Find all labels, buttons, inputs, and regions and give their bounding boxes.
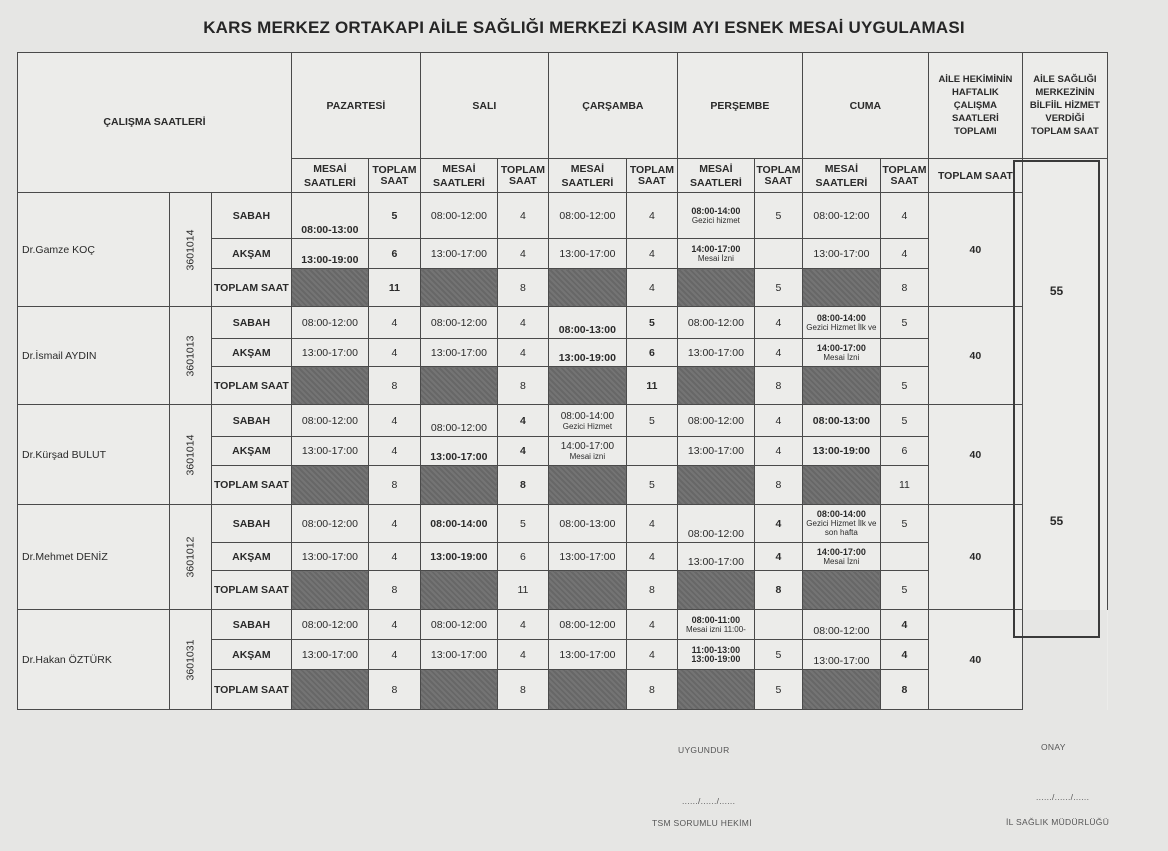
hours-cell: 08:00-12:00 bbox=[677, 307, 754, 339]
hours-cell: 13:00-17:00 bbox=[291, 640, 368, 670]
hours-cell: 13:00-19:00 bbox=[802, 437, 880, 466]
day-header-wed: ÇARŞAMBA bbox=[548, 53, 677, 159]
hours-cell: 13:00-17:00 bbox=[802, 640, 880, 670]
shift-label-morning: SABAH bbox=[211, 193, 291, 239]
doctor-code: 3601013 bbox=[170, 307, 212, 405]
doctor-name: Dr.Gamze KOÇ bbox=[18, 193, 170, 307]
weekly-total: 40 bbox=[928, 405, 1022, 505]
total-cell bbox=[880, 339, 928, 367]
shaded-cell bbox=[802, 466, 880, 505]
day-total: 5 bbox=[880, 367, 928, 405]
doctor-name: Dr.İsmail AYDIN bbox=[18, 307, 170, 405]
total-cell: 6 bbox=[626, 339, 677, 367]
corner-header: ÇALIŞMA SAATLERİ bbox=[18, 53, 292, 193]
weekly-header: AİLE HEKİMİNİN HAFTALIK ÇALIŞMA SAATLERİ TOPLAMI bbox=[928, 53, 1022, 159]
total-cell: 5 bbox=[368, 193, 420, 239]
hours-cell: 08:00-12:00 bbox=[420, 610, 497, 640]
total-cell: 4 bbox=[880, 640, 928, 670]
day-total: 8 bbox=[497, 367, 548, 405]
day-total: 8 bbox=[368, 466, 420, 505]
total-cell: 4 bbox=[880, 610, 928, 640]
total-cell bbox=[754, 239, 802, 269]
note-text: Mesai izni 11:00- bbox=[685, 624, 746, 634]
hours-cell: 08:00-12:00 bbox=[548, 610, 626, 640]
shaded-cell bbox=[677, 571, 754, 610]
hours-cell: 13:00-17:00 bbox=[677, 437, 754, 466]
hours-cell-note bbox=[802, 339, 880, 367]
day-total: 8 bbox=[754, 466, 802, 505]
approve-left-label: UYGUNDUR bbox=[678, 745, 730, 755]
total-cell: 5 bbox=[880, 307, 928, 339]
hours-text: 08:00-11:00 bbox=[691, 614, 741, 625]
day-total: 8 bbox=[626, 571, 677, 610]
hours-cell: 08:00-13:00 bbox=[291, 193, 368, 239]
subheader-total: TOPLAM SAAT bbox=[368, 159, 420, 193]
total-cell: 4 bbox=[497, 437, 548, 466]
center-total-box bbox=[1013, 160, 1100, 638]
total-cell: 4 bbox=[754, 405, 802, 437]
hours-cell: 13:00-17:00 bbox=[291, 339, 368, 367]
day-total: 8 bbox=[368, 670, 420, 710]
doctor-name: Dr.Hakan ÖZTÜRK bbox=[18, 610, 170, 710]
shaded-cell bbox=[420, 670, 497, 710]
total-cell: 6 bbox=[497, 543, 548, 571]
total-cell: 4 bbox=[368, 307, 420, 339]
shaded-cell bbox=[420, 367, 497, 405]
shaded-cell bbox=[677, 670, 754, 710]
hours-cell: 08:00-13:00 bbox=[548, 307, 626, 339]
day-total: 5 bbox=[754, 670, 802, 710]
shift-label-total: TOPLAM SAAT bbox=[211, 571, 291, 610]
subheader-hours: MESAİ SAATLERİ bbox=[548, 159, 626, 193]
total-cell: 4 bbox=[497, 610, 548, 640]
total-cell: 4 bbox=[754, 505, 802, 543]
shaded-cell bbox=[548, 269, 626, 307]
day-total: 11 bbox=[497, 571, 548, 610]
note-text: Gezici hizmet bbox=[691, 215, 740, 225]
total-cell: 4 bbox=[497, 239, 548, 269]
doctor-code: 3601014 bbox=[170, 405, 212, 505]
total-cell: 4 bbox=[368, 505, 420, 543]
hours-cell: 08:00-12:00 bbox=[420, 405, 497, 437]
shaded-cell bbox=[548, 367, 626, 405]
weekly-total: 40 bbox=[928, 610, 1022, 710]
subheader-total: TOPLAM SAAT bbox=[497, 159, 548, 193]
hours-text: 08:00-14:00 bbox=[691, 205, 741, 216]
day-total: 8 bbox=[497, 269, 548, 307]
day-total: 5 bbox=[626, 466, 677, 505]
shift-label-morning: SABAH bbox=[211, 405, 291, 437]
hours-cell: 13:00-19:00 bbox=[291, 239, 368, 269]
hours-cell-note bbox=[548, 437, 626, 466]
doctor-name: Dr.Mehmet DENİZ bbox=[18, 505, 170, 610]
day-total: 8 bbox=[368, 367, 420, 405]
weekly-total: 40 bbox=[928, 505, 1022, 610]
hours-cell: 08:00-12:00 bbox=[291, 610, 368, 640]
weekly-total: 40 bbox=[928, 193, 1022, 307]
total-cell: 4 bbox=[754, 543, 802, 571]
hours-cell: 13:00-17:00 bbox=[420, 640, 497, 670]
doctor-code: 3601012 bbox=[170, 505, 212, 610]
note-text: Mesai İzni bbox=[823, 352, 860, 362]
total-cell: 4 bbox=[754, 339, 802, 367]
hours-cell: 13:00-19:00 bbox=[420, 543, 497, 571]
subheader-hours: MESAİ SAATLERİ bbox=[420, 159, 497, 193]
hours-cell: 08:00-12:00 bbox=[802, 193, 880, 239]
shift-label-morning: SABAH bbox=[211, 505, 291, 543]
total-cell: 4 bbox=[626, 640, 677, 670]
shaded-cell bbox=[802, 571, 880, 610]
doctor-name: Dr.Kürşad BULUT bbox=[18, 405, 170, 505]
subheader-total: TOPLAM SAAT bbox=[880, 159, 928, 193]
total-cell: 4 bbox=[626, 505, 677, 543]
hours-cell: 13:00-17:00 bbox=[420, 339, 497, 367]
total-cell: 4 bbox=[368, 640, 420, 670]
hours-text: 08:00-14:00 bbox=[816, 312, 866, 323]
note-text: Gezici Hizmet İlk ve son hafta bbox=[806, 519, 877, 537]
note-text: Gezici Hizmet İlk ve bbox=[806, 322, 877, 332]
shift-label-total: TOPLAM SAAT bbox=[211, 269, 291, 307]
shaded-cell bbox=[677, 367, 754, 405]
total-cell: 4 bbox=[497, 640, 548, 670]
day-total: 5 bbox=[880, 571, 928, 610]
approve-right-label: ONAY bbox=[1041, 742, 1066, 752]
day-total: 8 bbox=[754, 571, 802, 610]
day-total: 11 bbox=[626, 367, 677, 405]
hours-text: 14:00-17:00 bbox=[691, 243, 741, 254]
total-cell: 4 bbox=[497, 307, 548, 339]
signature-right-label: İL SAĞLIK MÜDÜRLÜĞÜ bbox=[1006, 817, 1110, 827]
total-cell: 4 bbox=[368, 437, 420, 466]
total-cell: 5 bbox=[880, 405, 928, 437]
hours-cell: 13:00-17:00 bbox=[420, 239, 497, 269]
hours-cell: 08:00-12:00 bbox=[802, 610, 880, 640]
hours-cell-note bbox=[677, 610, 754, 640]
total-cell: 5 bbox=[497, 505, 548, 543]
shift-label-total: TOPLAM SAAT bbox=[211, 670, 291, 710]
total-cell: 4 bbox=[497, 339, 548, 367]
hours-cell: 08:00-12:00 bbox=[420, 193, 497, 239]
hours-cell: 08:00-12:00 bbox=[291, 405, 368, 437]
signature-left-label: TSM SORUMLU HEKİMİ bbox=[652, 818, 752, 828]
hours-cell: 13:00-17:00 bbox=[548, 543, 626, 571]
day-total: 8 bbox=[754, 367, 802, 405]
hours-cell-note bbox=[802, 307, 880, 339]
shaded-cell bbox=[420, 466, 497, 505]
hours-cell-note bbox=[677, 640, 754, 670]
center-header: AİLE SAĞLIĞI MERKEZİNİN BİLFİİL HİZMET VERDİĞİ TOPLAM SAAT bbox=[1022, 53, 1107, 159]
subheader-hours: MESAİ SAATLERİ bbox=[677, 159, 754, 193]
hours-cell-note bbox=[677, 193, 754, 239]
day-total: 8 bbox=[880, 269, 928, 307]
day-total: 8 bbox=[497, 670, 548, 710]
shaded-cell bbox=[677, 466, 754, 505]
hours-cell-note bbox=[802, 505, 880, 543]
total-cell: 4 bbox=[368, 405, 420, 437]
shaded-cell bbox=[291, 571, 368, 610]
hours-cell: 13:00-17:00 bbox=[677, 339, 754, 367]
shift-label-evening: AKŞAM bbox=[211, 239, 291, 269]
day-total: 11 bbox=[880, 466, 928, 505]
note-text: Mesai İzni bbox=[823, 556, 860, 566]
schedule-table bbox=[17, 52, 1108, 710]
shaded-cell bbox=[802, 269, 880, 307]
shaded-cell bbox=[677, 269, 754, 307]
shift-label-evening: AKŞAM bbox=[211, 437, 291, 466]
hours-text: 14:00-17:00 bbox=[816, 546, 866, 557]
hours-cell: 13:00-17:00 bbox=[420, 437, 497, 466]
subheader-hours: MESAİ SAATLERİ bbox=[802, 159, 880, 193]
center-total-value: 55 bbox=[1049, 284, 1064, 298]
hours-cell: 08:00-13:00 bbox=[548, 505, 626, 543]
total-cell: 4 bbox=[368, 610, 420, 640]
shaded-cell bbox=[291, 269, 368, 307]
total-cell: 4 bbox=[626, 193, 677, 239]
doctor-code: 3601031 bbox=[170, 610, 212, 710]
hours-cell: 08:00-12:00 bbox=[677, 505, 754, 543]
document-title: KARS MERKEZ ORTAKAPI AİLE SAĞLIĞI MERKEZİ KASIM AYI ESNEK MESAİ UYGULAMASI bbox=[203, 18, 965, 37]
shift-label-evening: AKŞAM bbox=[211, 543, 291, 571]
shift-label-total: TOPLAM SAAT bbox=[211, 367, 291, 405]
day-header-fri: CUMA bbox=[802, 53, 928, 159]
total-cell: 5 bbox=[754, 640, 802, 670]
shaded-cell bbox=[802, 367, 880, 405]
total-cell: 5 bbox=[880, 505, 928, 543]
total-cell: 4 bbox=[754, 437, 802, 466]
doctor-code: 3601014 bbox=[170, 193, 212, 307]
hours-cell: 08:00-14:00 bbox=[420, 505, 497, 543]
hours-cell: 13:00-17:00 bbox=[677, 543, 754, 571]
shaded-cell bbox=[420, 269, 497, 307]
date-left: ....../....../...... bbox=[682, 796, 736, 806]
total-cell: 4 bbox=[368, 339, 420, 367]
total-cell bbox=[754, 610, 802, 640]
day-header-tue: SALI bbox=[420, 53, 548, 159]
day-total: 8 bbox=[368, 571, 420, 610]
total-cell: 6 bbox=[368, 239, 420, 269]
day-header-mon: PAZARTESİ bbox=[291, 53, 420, 159]
hours-cell: 08:00-12:00 bbox=[677, 405, 754, 437]
total-cell bbox=[880, 543, 928, 571]
total-cell: 4 bbox=[880, 239, 928, 269]
shift-label-evening: AKŞAM bbox=[211, 640, 291, 670]
total-cell: 6 bbox=[880, 437, 928, 466]
total-cell: 4 bbox=[626, 543, 677, 571]
day-total: 8 bbox=[497, 466, 548, 505]
shaded-cell bbox=[291, 367, 368, 405]
day-total: 8 bbox=[880, 670, 928, 710]
hours-cell: 13:00-17:00 bbox=[548, 640, 626, 670]
hours-cell: 13:00-17:00 bbox=[291, 437, 368, 466]
total-cell: 4 bbox=[497, 405, 548, 437]
note-text: Mesai izni bbox=[569, 452, 606, 461]
hours-cell: 08:00-12:00 bbox=[420, 307, 497, 339]
note-text: Mesai İzni bbox=[697, 253, 734, 263]
shaded-cell bbox=[548, 571, 626, 610]
shaded-cell bbox=[420, 571, 497, 610]
day-total: 8 bbox=[626, 670, 677, 710]
total-cell: 4 bbox=[754, 307, 802, 339]
shift-label-morning: SABAH bbox=[211, 610, 291, 640]
total-cell bbox=[626, 437, 677, 466]
hours-cell-note bbox=[802, 543, 880, 571]
hours-text: 14:00-17:00 bbox=[560, 441, 615, 452]
weekly-total: 40 bbox=[928, 307, 1022, 405]
hours-cell-note bbox=[677, 239, 754, 269]
shift-label-total: TOPLAM SAAT bbox=[211, 466, 291, 505]
total-cell: 5 bbox=[626, 307, 677, 339]
hours-text-2: 13:00-19:00 bbox=[691, 653, 741, 664]
day-total: 5 bbox=[754, 269, 802, 307]
shaded-cell bbox=[548, 466, 626, 505]
weekly-subheader: TOPLAM SAAT bbox=[928, 159, 1022, 193]
hours-text: 08:00-14:00 bbox=[816, 509, 866, 519]
hours-cell: 08:00-12:00 bbox=[291, 307, 368, 339]
hours-text: 14:00-17:00 bbox=[816, 342, 866, 353]
day-header-thu: PERŞEMBE bbox=[677, 53, 802, 159]
shift-label-evening: AKŞAM bbox=[211, 339, 291, 367]
subheader-hours: MESAİ SAATLERİ bbox=[291, 159, 368, 193]
total-cell: 4 bbox=[368, 543, 420, 571]
hours-text: 11:00-13:00 bbox=[691, 644, 741, 655]
note-text: Gezici Hizmet bbox=[562, 421, 613, 431]
hours-cell: 08:00-12:00 bbox=[548, 193, 626, 239]
shaded-cell bbox=[802, 670, 880, 710]
total-cell: 4 bbox=[626, 610, 677, 640]
subheader-total: TOPLAM SAAT bbox=[754, 159, 802, 193]
hours-text: 08:00-14:00 bbox=[560, 410, 615, 422]
shaded-cell bbox=[548, 670, 626, 710]
subheader-total: TOPLAM SAAT bbox=[626, 159, 677, 193]
hours-cell: 08:00-12:00 bbox=[291, 505, 368, 543]
total-cell: 4 bbox=[626, 239, 677, 269]
hours-cell: 13:00-17:00 bbox=[548, 239, 626, 269]
shaded-cell bbox=[291, 466, 368, 505]
hours-cell: 08:00-13:00 bbox=[802, 405, 880, 437]
total-cell: 5 bbox=[626, 405, 677, 437]
total-cell: 4 bbox=[497, 193, 548, 239]
hours-cell-note bbox=[548, 405, 626, 437]
date-right: ....../....../...... bbox=[1036, 792, 1090, 802]
shaded-cell bbox=[291, 670, 368, 710]
total-cell: 4 bbox=[880, 193, 928, 239]
hours-cell: 13:00-17:00 bbox=[291, 543, 368, 571]
day-total: 11 bbox=[368, 269, 420, 307]
hours-cell: 13:00-19:00 bbox=[548, 339, 626, 367]
total-cell: 5 bbox=[754, 193, 802, 239]
center-total-value: 55 bbox=[1049, 514, 1064, 528]
hours-cell: 13:00-17:00 bbox=[802, 239, 880, 269]
day-total: 4 bbox=[626, 269, 677, 307]
shift-label-morning: SABAH bbox=[211, 307, 291, 339]
